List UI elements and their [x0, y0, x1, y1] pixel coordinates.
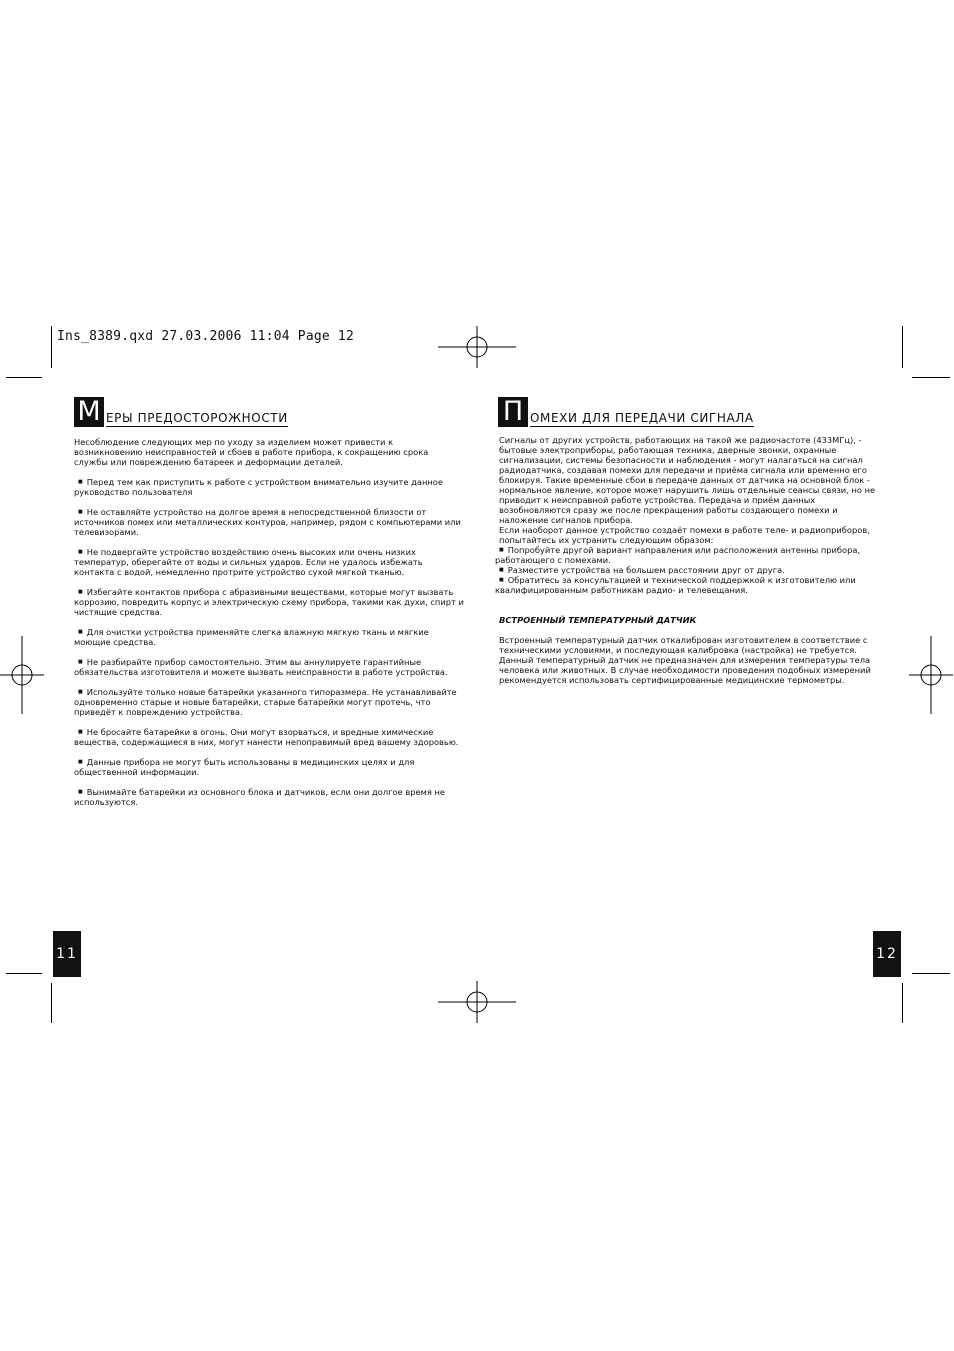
- page-number-left: 11: [53, 931, 81, 977]
- precautions-intro: Несоблюдение следующих мер по уходу за изделием может привести к возникновению неисправностей и сбоев в работе прибора, к сокращению срока службы или повреждению батареек и деформации деталей.: [74, 437, 429, 467]
- list-item: ■ Обратитесь за консультацией и технической поддержкой к изготовителю или квалифицированным работникам радио- и телевещания.: [495, 575, 887, 595]
- interference-paragraph: Если наоборот данное устройство создаёт помехи в работе теле- и радиоприборов, попытайтесь их устранить следующим образом:: [499, 525, 870, 545]
- list-item: ■ Разместите устройства на большем расстоянии друг от друга.: [495, 565, 887, 575]
- list-item: ■ Данные прибора не могут быть использованы в медицинских целях и для общественной информации.: [74, 757, 464, 777]
- registration-mark-left: [0, 636, 61, 714]
- registration-mark-bottom: [438, 963, 516, 1041]
- crop-mark: [51, 983, 52, 1023]
- interference-body: [495, 435, 887, 685]
- crop-mark: [902, 983, 903, 1023]
- heading-text: ЕРЫ ПРЕДОСТОРОЖНОСТИ: [106, 411, 288, 425]
- list-item: ■ Не разбирайте прибор самостоятельно. Этим вы аннулируете гарантийные обязательства изготовителя и можете вызвать неисправности в работе устройства.: [74, 657, 464, 677]
- page-number-right: 12: [873, 931, 901, 977]
- crop-mark: [912, 377, 950, 378]
- precautions-body: [74, 437, 464, 807]
- heading-text: ОМЕХИ ДЛЯ ПЕРЕДАЧИ СИГНАЛА: [530, 411, 754, 425]
- crop-mark: [51, 326, 52, 368]
- sensor-subheading: ВСТРОЕННЫЙ ТЕМПЕРАТУРНЫЙ ДАТЧИК: [499, 615, 697, 625]
- registration-mark-top: [438, 308, 516, 386]
- list-item: ■ Для очистки устройства применяйте слегка влажную мягкую ткань и мягкие моющие средства.: [74, 627, 464, 647]
- heading-initial: М: [74, 397, 104, 427]
- crop-mark: [902, 326, 903, 368]
- interference-paragraph: Сигналы от других устройств, работающих на такой же радиочастоте (433МГц), - бытовые электроприборы, работающая техника, дверные звонки, охранные сигнализации, системы безопасности и наблюдения - могут налагаться на сигнал радиодатчика, создавая помехи для передачи и приёма сигнала или временно его блокируя. Такие временные сбои в передаче данных от датчика на основной блок - нормальное явление, которое может нарушить лишь отдельные сеансы связи, но не приводит к неисправной работе устройства. Передача и приём данных возобновляются сразу же после прекращения работы создающего помехи и наложение сигналов прибора.: [499, 435, 876, 525]
- list-item: ■ Перед тем как приступить к работе с устройством внимательно изучите данное руководство пользователя: [74, 477, 464, 497]
- list-item: ■ Попробуйте другой вариант направления или расположения антенны прибора, работающего с помехами.: [495, 545, 887, 565]
- heading-initial: П: [498, 397, 528, 427]
- file-slug: Ins_8389.qxd 27.03.2006 11:04 Page 12: [57, 329, 354, 344]
- list-item: ■ Не бросайте батарейки в огонь. Они могут взорваться, и вредные химические вещества, содержащиеся в них, могут нанести непоправимый вред вашему здоровью.: [74, 727, 464, 747]
- crop-mark: [6, 973, 42, 974]
- crop-mark: [6, 377, 42, 378]
- list-item: ■ Не оставляйте устройство на долгое время в непосредственной близости от источников помех или металлических контуров, например, рядом с компьютерами или телевизорами.: [74, 507, 464, 537]
- interference-heading: [498, 397, 878, 427]
- precautions-heading: [74, 397, 454, 427]
- list-item: ■ Используйте только новые батарейки указанного типоразмера. Не устанавливайте одновременно старые и новые батарейки, старые батарейки могут протечь, что приведёт к повреждению устройства.: [74, 687, 464, 717]
- list-item: ■ Не подвергайте устройство воздействию очень высоких или очень низких температур, оберегайте от воды и сильных ударов. Если не удалось избежать контакта с водой, немедленно протрите устройство сухой мягкой тканью.: [74, 547, 464, 577]
- registration-mark-right: [892, 636, 954, 714]
- list-item: ■ Вынимайте батарейки из основного блока и датчиков, если они долгое время не используются.: [74, 787, 464, 807]
- list-item: ■ Избегайте контактов прибора с абразивными веществами, которые могут вызвать коррозию, повредить корпус и электрическую схему прибора, такими как духи, спирт и чистящие средства.: [74, 587, 464, 617]
- crop-mark: [912, 973, 950, 974]
- sensor-paragraph: Встроенный температурный датчик откалиброван изготовителем в соответствие с техническими условиями, и последующая калибровка (настройка) не требуется. Данный температурный датчик не предназначен для измерения температуры тела человека или животных. В случае необходимости проведения подобных измерений рекомендуется использовать сертифицированные медицинские термометры.: [499, 635, 871, 685]
